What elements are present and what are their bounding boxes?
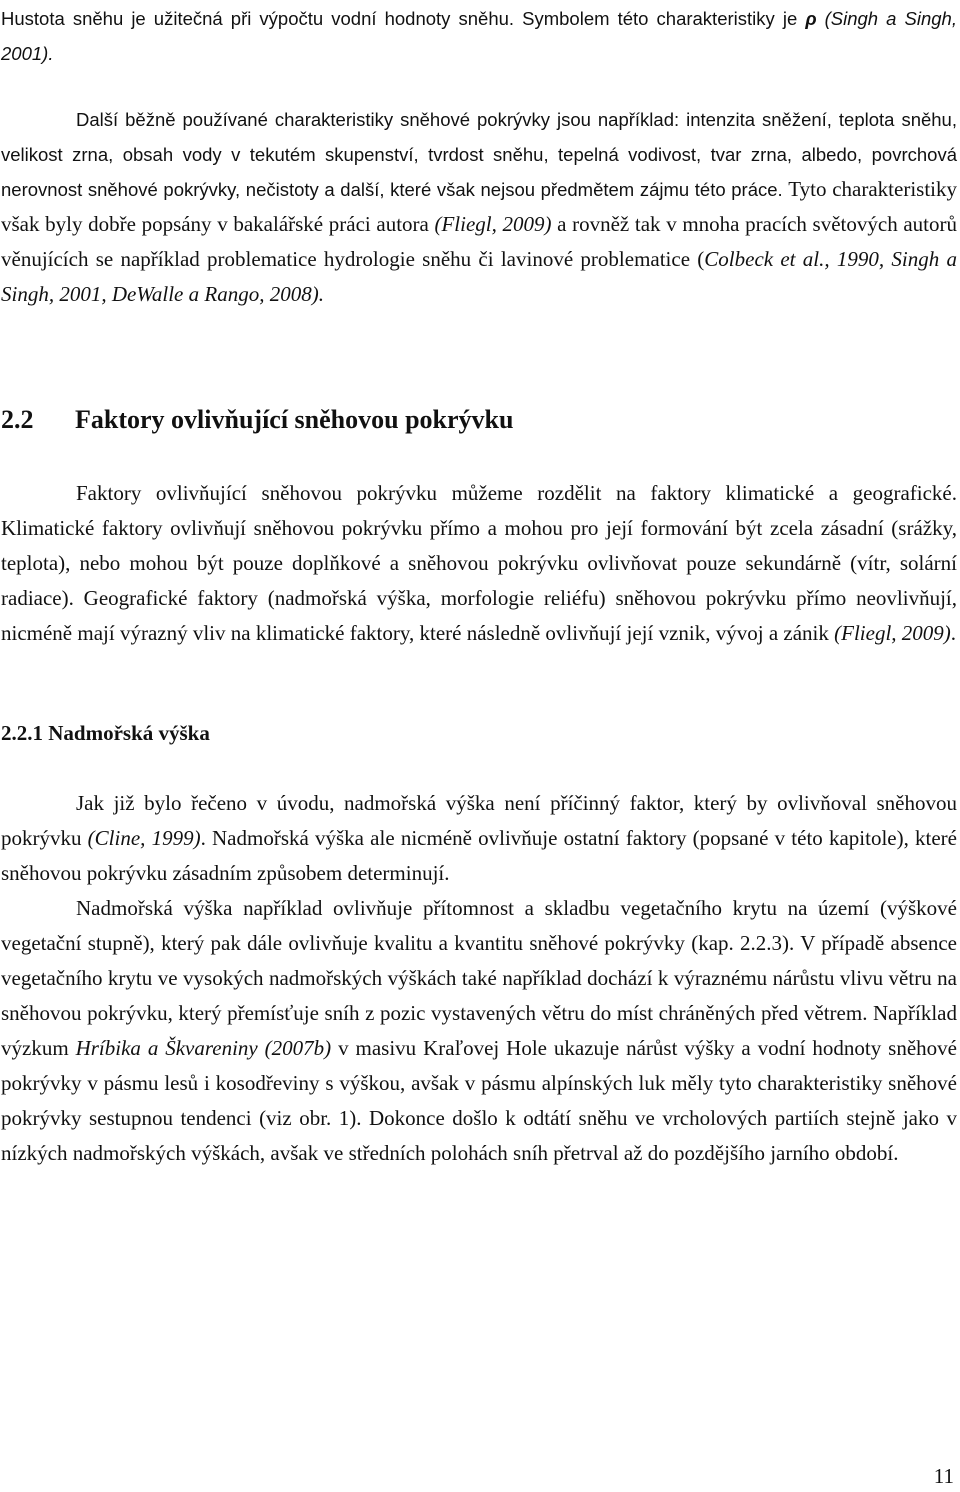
citation: (Fliegl, 2009) xyxy=(834,621,951,645)
paragraph-snow-density xyxy=(1,1,957,71)
paragraph-text: Nadmořská výška například ovlivňuje přítomnost a skladbu vegetačního krytu na území (výškové vegetační stupně), který pak dále ovlivňuje kvalitu a kvantitu sněhové pokrývky (kap. 2.2.3). V případě absence vegetačního krytu ve vysokých nadmořských výškách také například dochází k výraznému nárůstu vlivu větru na sněhovou pokrývku, který přemísťuje sníh z pozic vystavených větru do míst chráněných před větrem. Například výzkum xyxy=(1,896,957,1060)
citation: (Singh a Singh, 2001). xyxy=(1,8,957,64)
page-number: 11 xyxy=(933,1464,954,1488)
citation: , 1990, Singh a Singh, 2001, DeWalle a Rango, 2008). xyxy=(1,247,957,306)
citation: Colbeck et al. xyxy=(704,247,825,271)
citation: Hríbika a Škvareniny (2007b) xyxy=(75,1036,332,1060)
paragraph-text: Hustota sněhu je užitečná při výpočtu vodní hodnoty sněhu. Symbolem této charakteristiky je xyxy=(1,8,806,29)
paragraph-text: . xyxy=(950,621,957,645)
section-heading-2-2-1: 2.2.1 Nadmořská výška xyxy=(1,721,210,745)
section-heading-2-2 xyxy=(1,400,513,440)
paragraph-text: v masivu Kraľovej Hole ukazuje nárůst výšky a vodní hodnoty sněhové pokrývky v pásmu lesů i kosodřeviny s výškou, avšak v pásmu alpínských luk měly tyto charakteristiky sněhové pokrývky sestupnou tendenci (viz obr. 1). Dokonce došlo k odtátí sněhu ve vrcholových partiích stejně jako v nízkých nadmořských výškách, avšak ve středních polohách sníh přetrval až do pozdějšího jarního období. xyxy=(1,1036,957,1165)
paragraph-text: Faktory ovlivňující sněhovou pokrývku můžeme rozdělit na faktory klimatické a geografické. Klimatické faktory ovlivňují sněhovou pokrývku přímo a mohou pro její formování být zcela zásadní (srážky, teplota), nebo mohou být pouze doplňkové a sněhovou pokrývku ovlivňovat pouze sekundárně (vítr, solární radiace). Geografické faktory (nadmořská výška, morfologie reliéfu) sněhovou pokrývku přímo neovlivňují, nicméně mají výrazný vliv na klimatické faktory, které následně ovlivňují její vznik, vývoj a zánik xyxy=(1,481,957,645)
citation: (Cline, 1999) xyxy=(87,826,201,850)
paragraph-text: . Nadmořská výška ale nicméně ovlivňuje ostatní faktory (popsané v této kapitole), které sněhovou pokrývku zásadním způsobem determinují. xyxy=(1,826,957,885)
paragraph-text: Jak již bylo řečeno v úvodu, nadmořská výška není příčinný faktor, který by ovlivňoval sněhovou pokrývku xyxy=(1,791,957,850)
citation: (Fliegl, 2009) xyxy=(434,212,552,236)
rho-symbol: ρ xyxy=(805,8,817,29)
section-number: 2.2 xyxy=(1,405,34,434)
paragraph-snow-characteristics xyxy=(1,102,957,312)
paragraph-altitude-vegetation xyxy=(1,891,957,1171)
paragraph-text: a rovněž tak v mnoha pracích světových autorů věnujících se například problematice hydrologie sněhu či lavinové problematice ( xyxy=(1,212,957,271)
paragraph-altitude-intro xyxy=(1,786,957,891)
paragraph-text: Tyto charakteristiky však byly dobře popsány v bakalářské práci autora xyxy=(1,177,957,236)
section-title: Faktory ovlivňující sněhovou pokrývku xyxy=(75,405,514,434)
paragraph-text: Další běžně používané charakteristiky sněhové pokrývky jsou například: intenzita sněžení, teplota sněhu, velikost zrna, obsah vody v tekutém skupenství, tvrdost sněhu, tepelná vodivost, tvar zrna, albedo, povrchová nerovnost sněhové pokrývky, nečistoty a další, které však nejsou předmětem zájmu této práce. xyxy=(1,109,957,200)
paragraph-factors xyxy=(1,476,957,651)
